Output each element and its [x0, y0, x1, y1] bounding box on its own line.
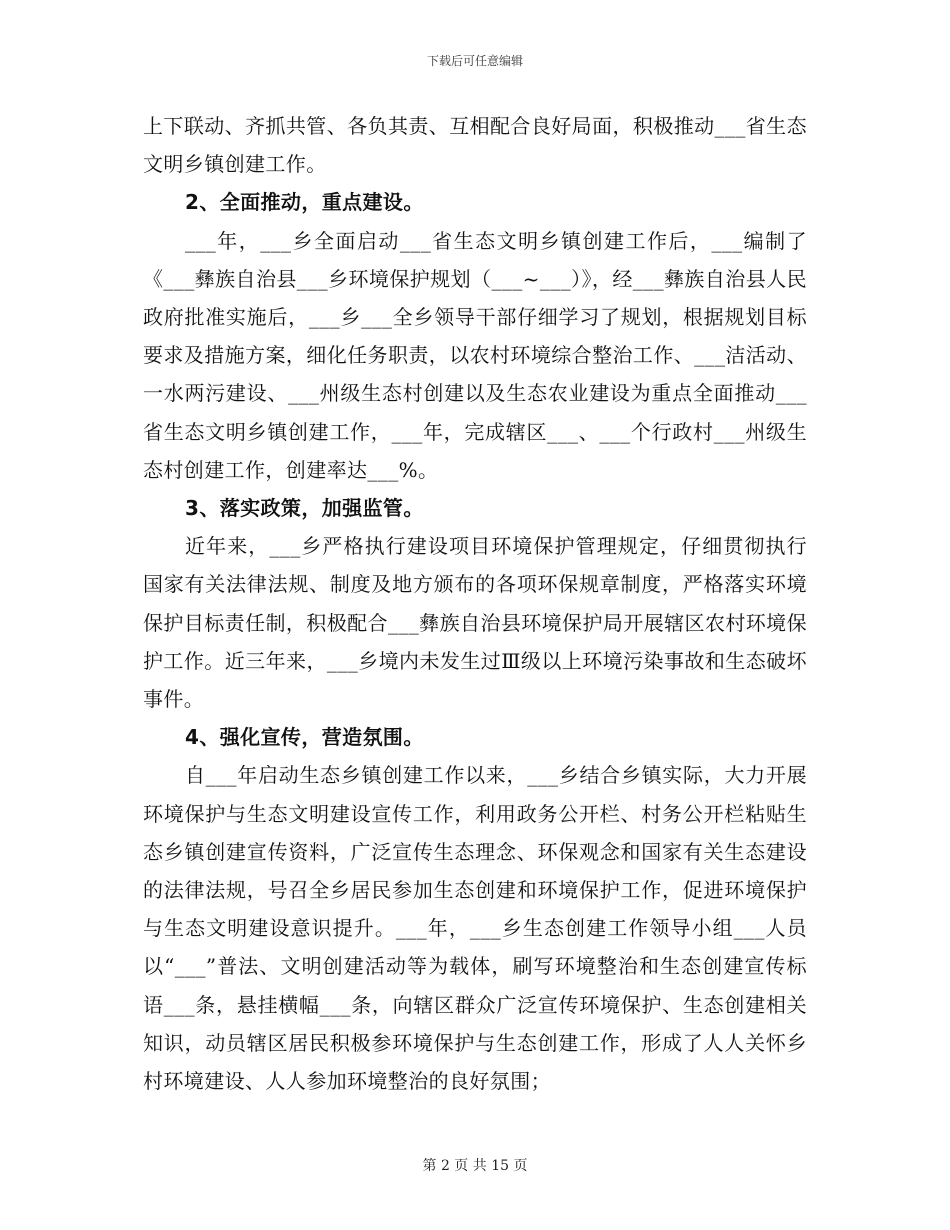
page-header: 下载后可任意编辑: [426, 54, 523, 68]
section-heading-4: 4、强化宣传，营造氛围。: [185, 725, 424, 750]
section-heading-3: 3、落实政策，加强监管。: [185, 496, 424, 521]
paragraph-continued: 上下联动、齐抓共管、各负其责、互相配合良好局面，积极推动___省生态文明乡镇创建工作。: [143, 114, 807, 177]
paragraph-section-2: ___年，___乡全面启动___省生态文明乡镇创建工作后，___编制了《___彝族自治县___乡环境保护规划（___~___）》，经___彝族自治县人民政府批准实施后，___乡___全乡领导干部仔细学习了规划，根据规划目标要求及措施方案，细化任务职责，以农村环境综合整治工作、___洁活动、一水两污建设、___州级生态村创建以及生态农业建设为重点全面推动___省生态文明乡镇创建工作，___年，完成辖区___、___个行政村___州级生态村创建工作，创建率达___%。: [143, 228, 807, 482]
page-footer: 第 2 页 共 15 页: [422, 1158, 528, 1174]
section-heading-2: 2、全面推动，重点建设。: [185, 190, 424, 215]
document-body: [143, 107, 807, 1100]
paragraph-section-3: 近年来，___乡严格执行建设项目环境保护管理规定，仔细贯彻执行国家有关法律法规、制度及地方颁布的各项环保规章制度，严格落实环境保护目标责任制，积极配合___彝族自治县环境保护局开展辖区农村环境保护工作。近三年来，___乡境内未发生过Ⅲ级以上环境污染事故和生态破坏事件。: [143, 534, 807, 712]
paragraph-section-4: 自___年启动生态乡镇创建工作以来，___乡结合乡镇实际，大力开展环境保护与生态文明建设宣传工作，利用政务公开栏、村务公开栏粘贴生态乡镇创建宣传资料，广泛宣传生态理念、环保观念和国家有关生态建设的法律法规，号召全乡居民参加生态创建和环境保护工作，促进环境保护与生态文明建设意识提升。___年，___乡生态创建工作领导小组___人员以“___”普法、文明创建活动等为载体，刷写环境整治和生态创建宣传标语___条，悬挂横幅___条，向辖区群众广泛宣传环境保护、生态创建相关知识，动员辖区居民积极参环境保护与生态创建工作，形成了人人关怀乡村环境建设、人人参加环境整治的良好氛围；: [143, 763, 807, 1094]
